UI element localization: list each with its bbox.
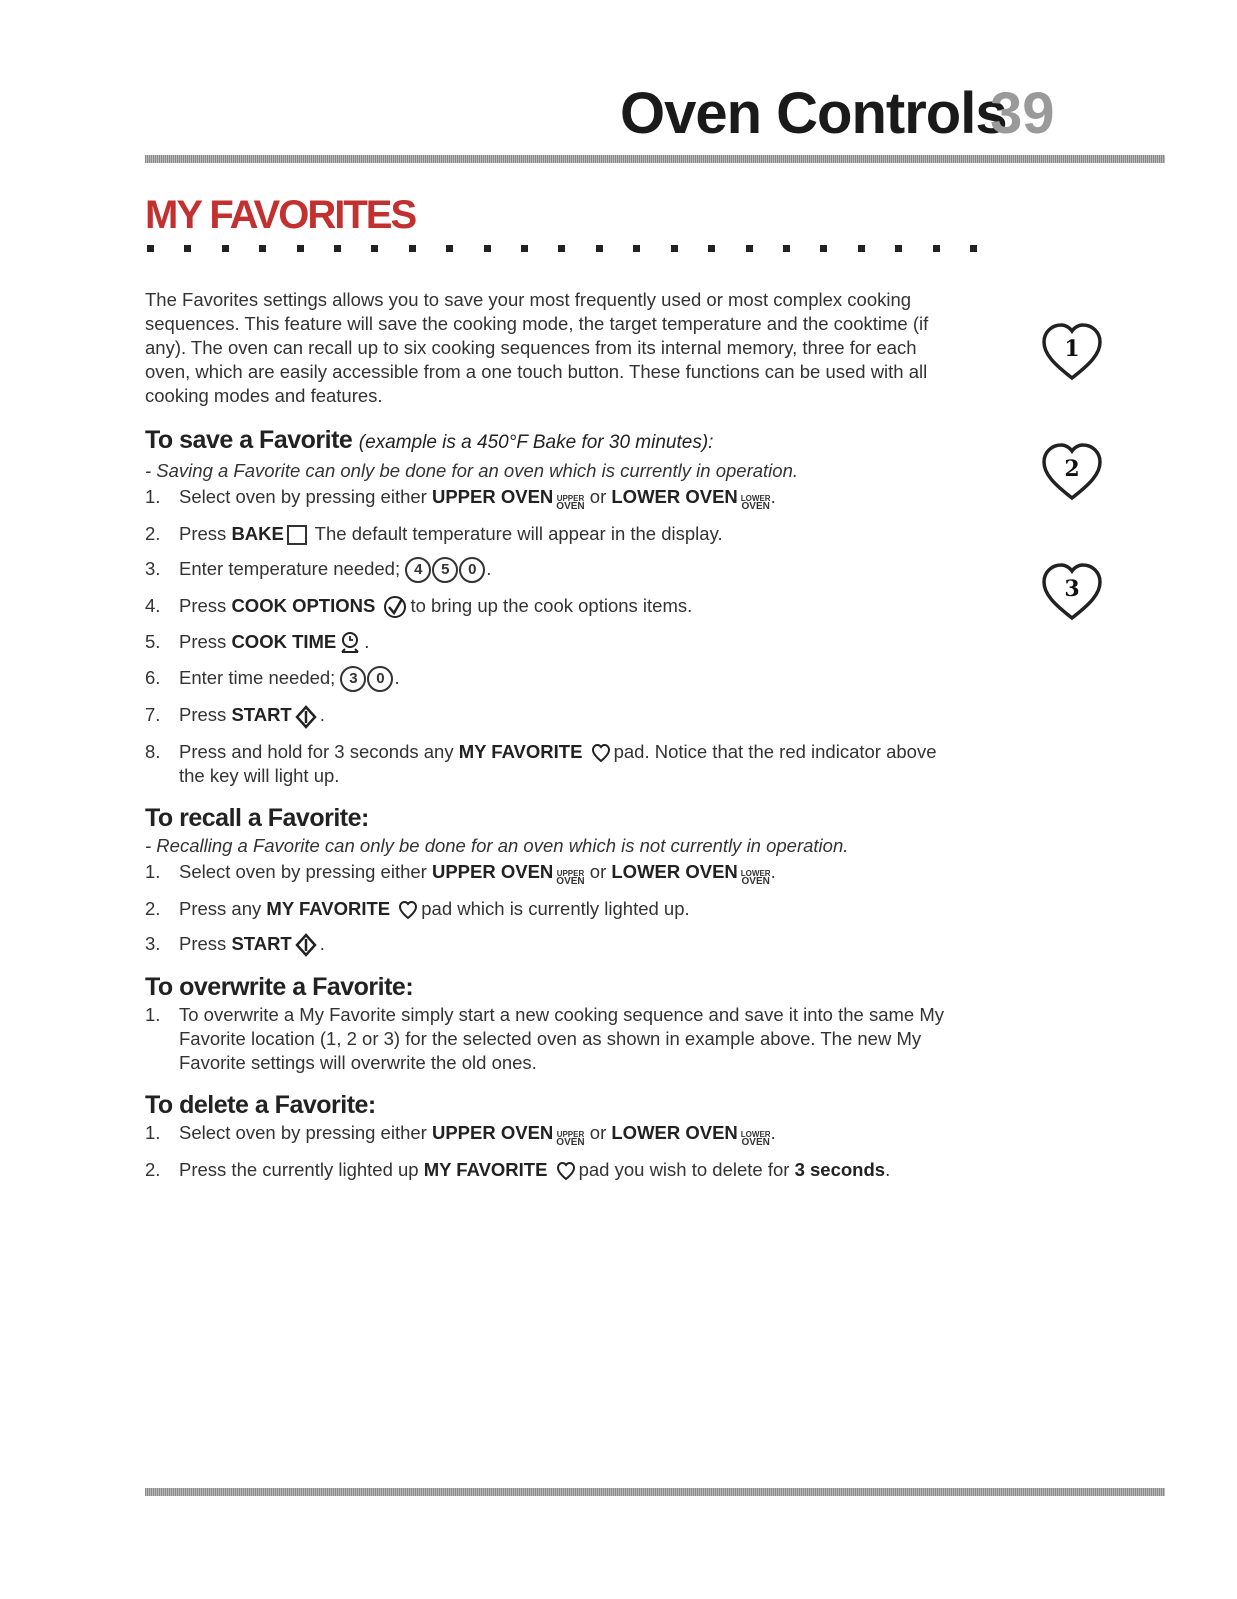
dotted-divider xyxy=(147,245,977,253)
list-item: 5. Press COOK TIME . xyxy=(145,630,965,655)
digit-key-icon: 0 xyxy=(367,666,393,692)
list-item: 7. Press START . xyxy=(145,703,965,728)
list-item: 8. Press and hold for 3 seconds any MY FAVORITE pad. Notice that the red indicator above the key will light up. xyxy=(145,740,937,786)
cook-time-clock-icon xyxy=(339,631,361,655)
overwrite-heading: To overwrite a Favorite: xyxy=(145,972,414,1001)
section-title: MY FAVORITES xyxy=(145,193,416,237)
list-item: 1. Select oven by pressing either UPPER OVEN UPPER OVEN or LOWER OVEN LOWER OVEN . xyxy=(145,1121,776,1148)
start-icon xyxy=(295,705,317,729)
list-item: 2. Press any MY FAVORITE pad which is currently lighted up. xyxy=(145,897,690,919)
digit-key-icon: 4 xyxy=(405,557,431,583)
recall-steps xyxy=(145,860,965,957)
digit-key-icon: 0 xyxy=(459,557,485,583)
digit-key-icon: 3 xyxy=(340,666,366,692)
save-note: - Saving a Favorite can only be done for an oven which is currently in operation. xyxy=(145,460,799,481)
save-heading-note: (example is a 450°F Bake for 30 minutes): xyxy=(358,432,714,453)
favorite-1-label: 1 xyxy=(1064,336,1080,362)
main-content xyxy=(145,288,965,1200)
start-icon xyxy=(295,933,317,957)
favorite-3-heart-icon xyxy=(1040,560,1104,624)
recall-note: - Recalling a Favorite can only be done for an oven which is not currently in operation. xyxy=(145,834,849,856)
recall-heading: To recall a Favorite: xyxy=(145,803,369,832)
upper-oven-key-icon: UPPER OVEN xyxy=(556,868,585,887)
intro-paragraph: The Favorites settings allows you to save your most frequently used or most complex cooking sequences. This feature will save the cooking mode, the target temperature and the cooktime (if any). The oven can recall up to six cooking sequences from its internal memory, three for each oven, which are easily accessible from a one touch button. These functions can be used with all cooking modes and features. xyxy=(145,289,929,406)
list-item: 1. Select oven by pressing either UPPER OVEN UPPER OVEN or LOWER OVEN LOWER OVEN . xyxy=(145,486,776,512)
my-favorite-heart-icon xyxy=(556,1161,576,1181)
list-item: 3. Enter temperature needed; 4 5 0 . xyxy=(145,557,965,583)
page-header xyxy=(620,80,1070,150)
delete-steps xyxy=(145,1121,965,1182)
upper-oven-key-icon: UPPER OVEN xyxy=(556,1129,585,1148)
upper-oven-key-icon: UPPER OVEN xyxy=(556,494,585,512)
list-item: 3. Press START . xyxy=(145,932,965,957)
list-item: 4. Press COOK OPTIONS to bring up the cook options items. xyxy=(145,594,965,619)
header-rule xyxy=(145,155,1165,163)
list-item: 2. Press BAKE The default temperature will appear in the display. xyxy=(145,523,723,544)
favorite-1-heart-icon xyxy=(1040,320,1104,384)
page-number: 39 xyxy=(990,81,1055,146)
digit-key-icon: 5 xyxy=(432,557,458,583)
favorite-2-heart-icon xyxy=(1040,440,1104,504)
lower-oven-key-icon: LOWER OVEN xyxy=(740,868,771,887)
overwrite-steps xyxy=(145,1003,965,1075)
footer-rule xyxy=(145,1488,1165,1496)
my-favorite-heart-icon xyxy=(398,900,418,920)
list-item: 2. Press the currently lighted up MY FAVORITE pad you wish to delete for 3 seconds. xyxy=(145,1158,891,1180)
bake-key-icon xyxy=(287,525,307,545)
lower-oven-key-icon: LOWER OVEN xyxy=(740,494,771,512)
save-heading: To save a Favorite (example is a 450°F Bake for 30 minutes): xyxy=(145,426,714,454)
save-steps xyxy=(145,485,965,788)
cook-options-check-icon xyxy=(383,595,407,619)
lower-oven-key-icon: LOWER OVEN xyxy=(740,1129,771,1148)
list-item: 1. To overwrite a My Favorite simply start a new cooking sequence and save it into the same My Favorite location (1, 2 or 3) for the selected oven as shown in example above. The new My Favorite settings will overwrite the old ones. xyxy=(145,1003,945,1073)
header-title: Oven Controls xyxy=(620,81,1007,146)
my-favorite-heart-icon xyxy=(591,743,611,763)
delete-heading: To delete a Favorite: xyxy=(145,1090,376,1119)
favorite-2-label: 2 xyxy=(1064,456,1080,482)
list-item: 6. Enter time needed; 3 0 . xyxy=(145,666,965,692)
list-item: 1. Select oven by pressing either UPPER OVEN UPPER OVEN or LOWER OVEN LOWER OVEN . xyxy=(145,860,776,887)
favorite-3-label: 3 xyxy=(1064,576,1080,602)
